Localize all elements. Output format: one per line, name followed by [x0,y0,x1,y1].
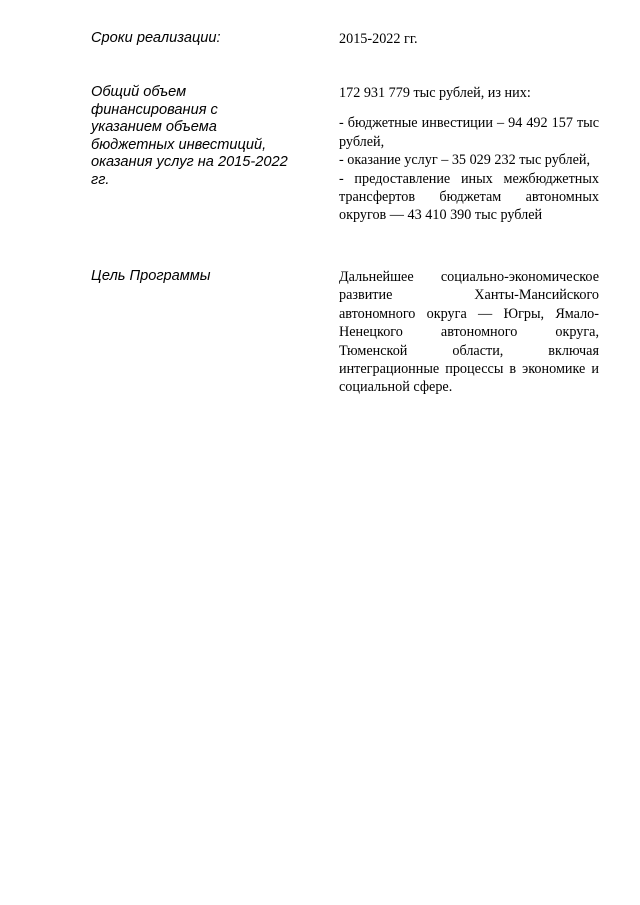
implementation-period-label: Сроки реализации: [91,30,221,46]
program-goal-label: Цель Программы [91,268,211,284]
financing-total: 172 931 779 тыс рублей, из них: [339,85,531,101]
financing-label: Общий объем финансирования с указанием объема бюджетных инвестиций, оказания услуг на 2015-2022 гг. [91,84,288,188]
financing-item-budget-investments: - бюджетные инвестиции – 94 492 157 тыс рублей, [339,115,599,150]
financing-item-transfers: - предоставление иных межбюджетных трансфертов бюджетам автономных округов — 43 410 390 тыс рублей [339,170,599,224]
program-goal-value: Дальнейшее социально-экономическое развитие Ханты-Мансийского автономного округа — Югры, Ямало-Ненецкого автономного округа, Тюменской области, включая интеграционные процессы в экономике и социальной сфере. [339,269,599,396]
financing-item-services: - оказание услуг – 35 029 232 тыс рублей, [339,152,591,169]
implementation-period-value: 2015-2022 гг. [339,31,418,47]
financing-value [339,84,599,225]
